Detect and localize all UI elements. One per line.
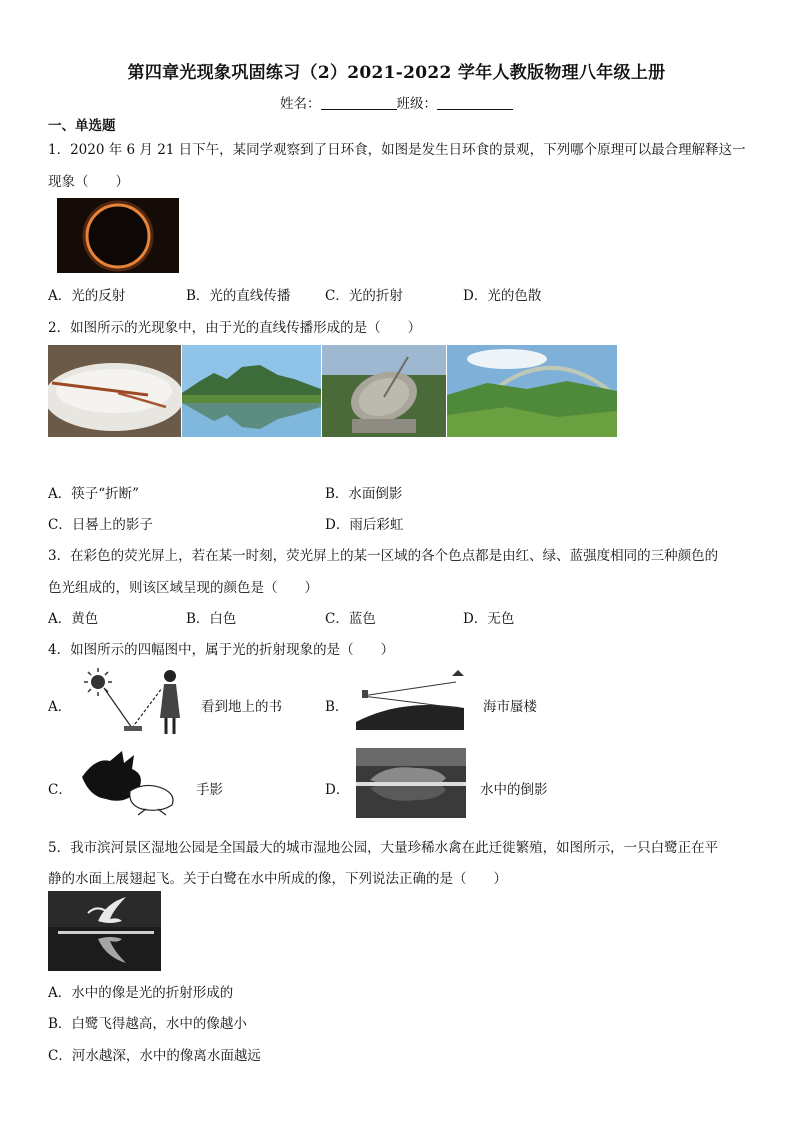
q2-option-b[interactable]: B．水面倒影: [325, 486, 403, 502]
q4-option-a-letter[interactable]: A．: [48, 699, 72, 715]
chopsticks-bowl-image: [48, 345, 181, 437]
q4-option-d-caption: 水中的倒影: [480, 782, 548, 798]
q3-option-b[interactable]: B．白色: [186, 611, 237, 627]
section-title: 一、单选题: [48, 118, 116, 134]
sundial-image: [322, 345, 446, 437]
egret-reflection-image: [48, 891, 161, 971]
class-label: 班级：: [396, 96, 437, 112]
q3-option-c[interactable]: C．蓝色: [325, 611, 376, 627]
q4-option-c-letter[interactable]: C．: [48, 782, 72, 798]
q4-option-d-letter[interactable]: D．: [325, 782, 350, 798]
q2-option-c[interactable]: C．日晷上的影子: [48, 517, 153, 533]
q4-option-b-caption: 海市蜃楼: [483, 699, 537, 715]
q4-option-a-caption: 看到地上的书: [201, 699, 282, 715]
q5-option-b[interactable]: B．白鹭飞得越高，水中的像越小: [48, 1016, 247, 1032]
q5-option-a[interactable]: A．水中的像是光的折射形成的: [48, 985, 234, 1001]
mirage-image: [352, 668, 468, 736]
q4-option-c-caption: 手影: [196, 782, 223, 798]
q1-option-b[interactable]: B．光的直线传播: [186, 288, 291, 304]
q1-option-c[interactable]: C．光的折射: [325, 288, 403, 304]
q2-stem: 2．如图所示的光现象中，由于光的直线传播形成的是（ ）: [48, 320, 422, 336]
q5-stem-line1: 5．我市滨河景区湿地公园是全国最大的城市湿地公园，大量珍稀水禽在此迁徙繁殖，如图所示，一只白鹭正在平: [48, 840, 719, 856]
q3-stem-line1: 3．在彩色的荧光屏上，若在某一时刻，荧光屏上的某一区域的各个色点都是由红、绿、蓝强度相同的三种颜色的: [48, 548, 719, 564]
q1-stem-line2: 现象（ ）: [48, 174, 129, 190]
leopard-reflection-image: [356, 748, 466, 818]
q3-stem-line2: 色光组成的，则该区域呈现的颜色是（ ）: [48, 580, 318, 596]
q3-option-d[interactable]: D．无色: [463, 611, 515, 627]
q4-option-b-letter[interactable]: B．: [325, 699, 349, 715]
name-blank[interactable]: [321, 95, 397, 110]
name-label: 姓名：: [280, 96, 321, 112]
q1-option-a[interactable]: A．光的反射: [48, 288, 126, 304]
q1-option-d[interactable]: D．光的色散: [463, 288, 542, 304]
q5-option-c[interactable]: C．河水越深，水中的像离水面越远: [48, 1048, 261, 1064]
q2-option-d[interactable]: D．雨后彩虹: [325, 517, 404, 533]
student-info: [0, 92, 793, 112]
class-blank[interactable]: [437, 95, 513, 110]
annular-eclipse-illustration: [57, 198, 179, 273]
solar-eclipse-image: [57, 198, 179, 273]
q5-stem-line2: 静的水面上展翅起飞。关于白鹭在水中所成的像，下列说法正确的是（ ）: [48, 871, 507, 887]
page-title: 第四章光现象巩固练习（2）2021-2022 学年人教版物理八年级上册: [127, 63, 666, 83]
mountain-reflection-image: [182, 345, 321, 437]
q4-stem: 4．如图所示的四幅图中，属于光的折射现象的是（ ）: [48, 642, 395, 658]
q3-option-a[interactable]: A．黄色: [48, 611, 99, 627]
rainbow-landscape-image: [447, 345, 617, 437]
hand-shadow-image: [76, 747, 184, 817]
q1-stem-line1: 1．2020 年 6 月 21 日下午，某同学观察到了日环食，如图是发生日环食的景观，下列哪个原理可以最合理解释这一: [48, 142, 746, 158]
q2-option-a[interactable]: A．筷子“折断”: [48, 486, 140, 502]
sun-book-eye-image: [80, 666, 192, 738]
